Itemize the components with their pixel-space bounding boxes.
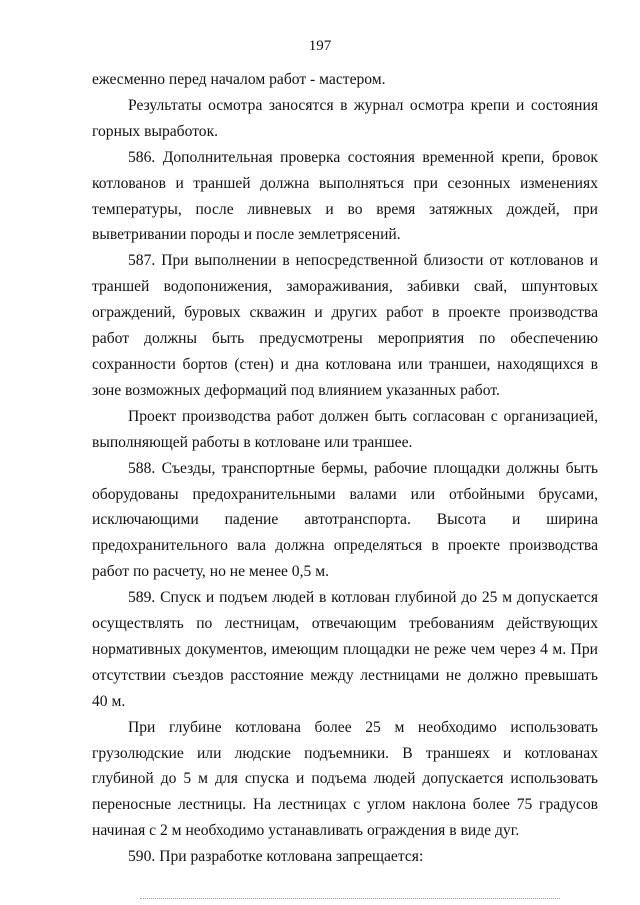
paragraph-2: Результаты осмотра заносятся в журнал осмотра крепи и состояния горных выработок. bbox=[92, 96, 598, 140]
paragraph-589-depth: При глубине котлована более 25 м необходимо использовать грузолюдские или людские подъемники. В траншеях и котлованах глубиной до 5 м для спуска и подъема людей допускается использовать переносные лестницы. На лестницах с углом наклона более 75 градусов начиная с 2 м необходимо устанавливать ограждения в виде дуг. bbox=[92, 718, 598, 840]
scan-edge-line bbox=[140, 898, 560, 899]
paragraph-1: ежесменно перед началом работ - мастером. bbox=[92, 71, 386, 88]
page-number: 197 bbox=[308, 38, 332, 54]
paragraph-588: 588. Съезды, транспортные бермы, рабочие площадки должны быть оборудованы предохранительными валами или отбойными брусами, исключающими падение автотранспорта. Высота и ширина предохранительного вала должна определяться в проекте производства работ по расчету, но не менее 0,5 м. bbox=[92, 459, 598, 581]
document-body bbox=[92, 67, 598, 870]
paragraph-590: 590. При разработке котлована запрещается: bbox=[128, 848, 424, 866]
paragraph-587: 587. При выполнении в непосредственной близости от котлованов и траншей водопонижения, замораживания, забивки свай, шпунтовых ограждений, буровых скважин и других работ в проекте производства работ должны быть предусмотрены мероприятия по обеспечению сохранности бортов (стен) и дна котлована или траншеи, находящихся в зоне возможных деформаций под влиянием указанных работ. bbox=[92, 252, 598, 399]
paragraph-589: 589. Спуск и подъем людей в котлован глубиной до 25 м допускается осуществлять по лестницам, отвечающим требованиям действующих нормативных документов, имеющим площадки не реже чем через 4 м. При отсутствии съездов расстояние между лестницами не должно превышать 40 м. bbox=[92, 589, 598, 710]
paragraph-587-project: Проект производства работ должен быть согласован с организацией, выполняющей работы в котловане или траншее. bbox=[92, 407, 598, 451]
paragraph-586: 586. Дополнительная проверка состояния временной крепи, бровок котлованов и траншей должна выполняться при сезонных изменениях температуры, после ливневых и во время затяжных дождей, при выветривании породы и после землетрясений. bbox=[92, 148, 598, 244]
